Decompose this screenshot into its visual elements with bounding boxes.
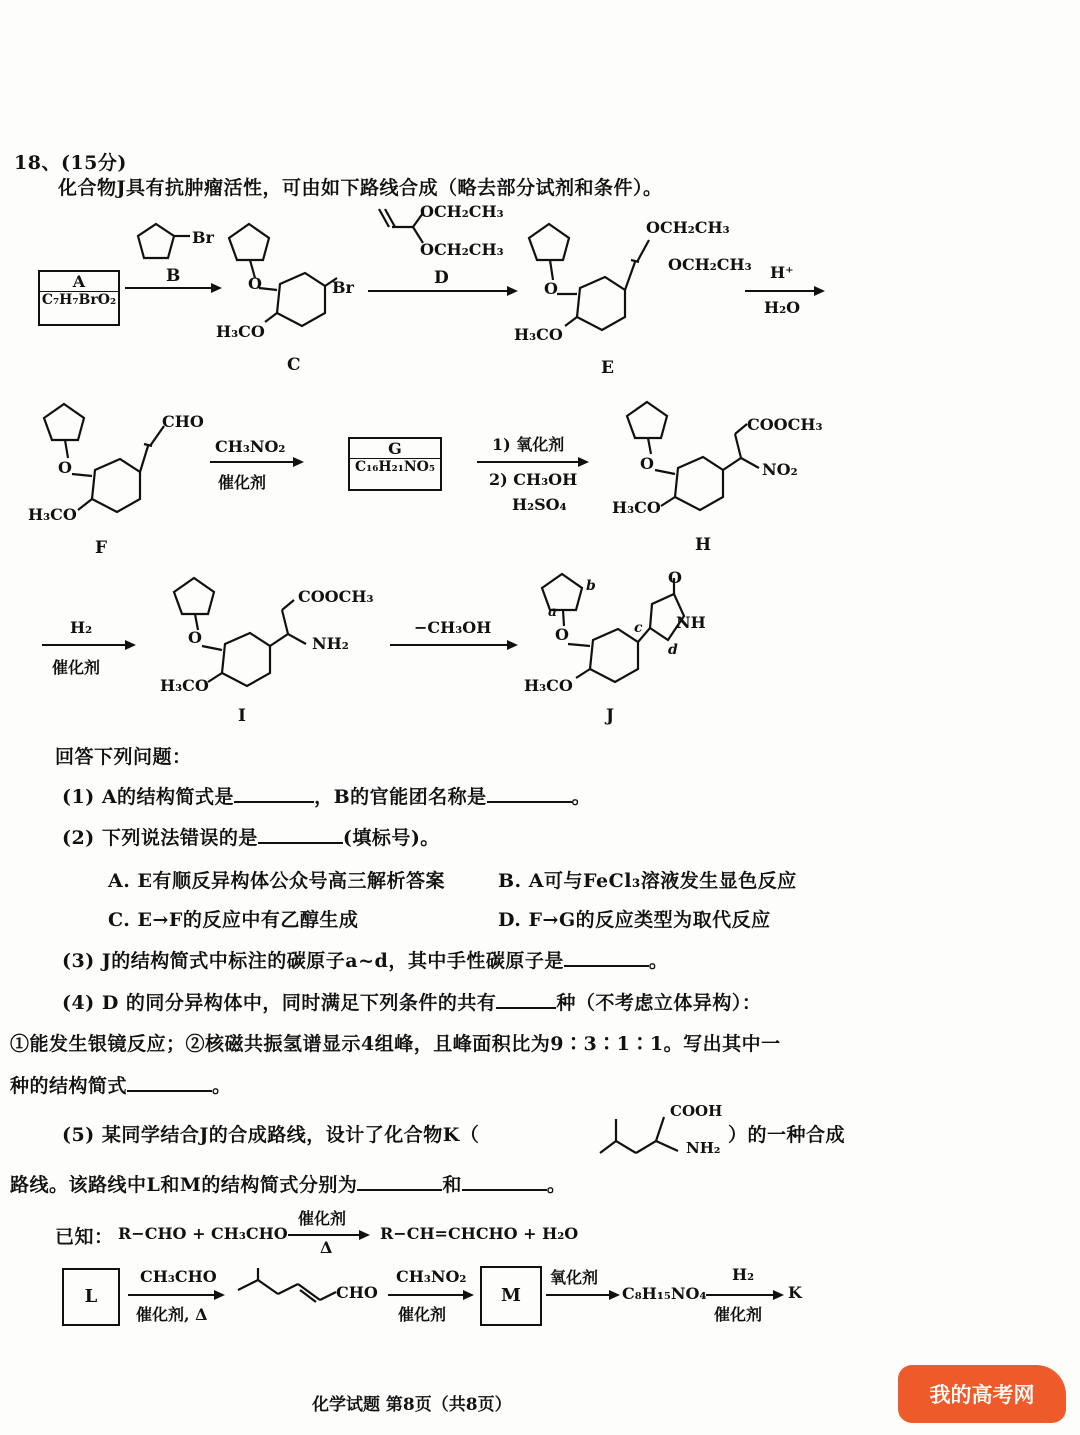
f-h3co: H₃CO	[28, 505, 77, 524]
route-arrow-4	[706, 1294, 782, 1296]
blank-5a[interactable]	[357, 1189, 442, 1191]
label-b: B	[166, 266, 181, 286]
compound-c-structure	[225, 218, 345, 338]
question-4-line3: 种的结构简式 。	[10, 1075, 232, 1097]
compound-a-box: A C₇H₇BrO₂	[38, 270, 120, 326]
blank-1a[interactable]	[234, 801, 314, 803]
cond-h-i-top: H₂	[70, 618, 93, 637]
option-a: A. E有顺反异构体公众号高三解析答案	[108, 870, 445, 892]
arrow-g-to-h	[477, 461, 587, 463]
d-oet-2: OCH₂CH₃	[420, 240, 504, 259]
option-b: B. A可与FeCl₃溶液发生显色反应	[498, 870, 797, 892]
d-oet-1: OCH₂CH₃	[420, 202, 504, 221]
i-nh2: NH₂	[312, 634, 349, 653]
k-nh2: NH₂	[686, 1139, 721, 1157]
option-d: D. F→G的反应类型为取代反应	[498, 909, 771, 931]
h-cooch3: COOCH₃	[747, 415, 823, 434]
cond-h-i-bottom: 催化剂	[52, 658, 101, 677]
answer-header: 回答下列问题：	[55, 746, 192, 768]
known-cond-bottom: Δ	[320, 1238, 333, 1257]
arrow-e-to-f	[745, 290, 823, 292]
f-o: O	[58, 458, 72, 477]
question-intro: 化合物J具有抗肿瘤活性，可由如下路线合成（略去部分试剂和条件）。	[58, 177, 663, 199]
i-cooch3: COOCH₃	[298, 587, 374, 606]
blank-4a[interactable]	[496, 1007, 556, 1009]
question-5-line2: 路线。该路线中L和M的结构简式分别为 和 。	[10, 1174, 567, 1196]
question-number: 18、(15分)	[14, 152, 127, 174]
route-arrow-2	[388, 1294, 472, 1296]
compound-g-box: G C₁₆H₂₁NO₅	[348, 437, 442, 491]
question-4-conditions: ①能发生银镜反应；②核磁共振氢谱显示4组峰，且峰面积比为9∶3∶1∶1。写出其中一	[10, 1033, 781, 1055]
known-label: 已知：	[55, 1226, 114, 1248]
known-rhs: R−CH=CHCHO + H₂O	[380, 1224, 579, 1243]
c-h3co: H₃CO	[216, 322, 265, 341]
cond-h2o: H₂O	[764, 298, 801, 317]
cond-f-g-bottom: 催化剂	[218, 473, 267, 492]
route-step4-top: H₂	[732, 1265, 755, 1284]
arrow-h-to-i	[42, 644, 134, 646]
blank-3[interactable]	[564, 965, 649, 967]
arrow-a-to-c	[125, 287, 220, 289]
site-logo[interactable]	[898, 1365, 1066, 1423]
blank-5b[interactable]	[462, 1189, 547, 1191]
reagent-b-br: Br	[192, 228, 214, 247]
j-label-c: c	[634, 620, 643, 636]
j-label-b: b	[586, 578, 596, 594]
question-2: (2) 下列说法错误的是 (填标号)。	[62, 827, 440, 849]
route-arrow-3	[546, 1294, 618, 1296]
known-arrow	[288, 1234, 368, 1236]
e-o: O	[544, 279, 558, 298]
option-c: C. E→F的反应中有乙醇生成	[108, 909, 359, 931]
site-logo-text: 我的高考网	[929, 1383, 1035, 1407]
route-k: K	[788, 1283, 802, 1302]
c-br: Br	[332, 278, 354, 297]
cond-g-h-2: 2) CH₃OH	[489, 470, 578, 489]
question-5-b: ）的一种合成	[728, 1124, 846, 1146]
k-cooh: COOH	[670, 1102, 723, 1120]
page-footer: 化学试题 第8页（共8页）	[312, 1395, 512, 1415]
label-j: J	[606, 706, 615, 726]
j-o-carbonyl: O	[668, 568, 682, 587]
c-o: O	[248, 274, 262, 293]
route-cho: CHO	[336, 1283, 378, 1302]
f-cho: CHO	[162, 412, 204, 431]
question-3: (3) J的结构简式中标注的碳原子a~d，其中手性碳原子是 。	[62, 950, 669, 972]
blank-1b[interactable]	[487, 801, 572, 803]
compound-e-structure	[525, 218, 665, 338]
label-e: E	[601, 358, 614, 378]
label-d: D	[434, 268, 449, 288]
arrow-i-to-j	[390, 644, 516, 646]
j-nh: NH	[676, 613, 706, 632]
arrow-c-to-e	[368, 290, 516, 292]
i-o: O	[188, 628, 202, 647]
question-4: (4) D 的同分异构体中，同时满足下列条件的共有 种（不考虑立体异构）：	[62, 992, 762, 1014]
route-l-box: L	[62, 1268, 120, 1326]
label-h: H	[695, 535, 712, 555]
cond-i-j: −CH₃OH	[414, 618, 492, 637]
route-step1-bottom: 催化剂, Δ	[136, 1305, 208, 1324]
cond-g-h-1: 1) 氧化剂	[492, 435, 565, 454]
j-o-ether: O	[555, 625, 569, 644]
h-o: O	[640, 454, 654, 473]
cond-g-h-3: H₂SO₄	[512, 495, 567, 514]
j-h3co: H₃CO	[524, 676, 573, 695]
cond-f-g-top: CH₃NO₂	[215, 437, 286, 456]
h-h3co: H₃CO	[612, 498, 661, 517]
known-lhs: R−CHO + CH₃CHO	[118, 1224, 288, 1243]
question-1: (1) A的结构简式是 ，B的官能团名称是 。	[62, 786, 592, 808]
e-h3co: H₃CO	[514, 325, 563, 344]
route-step1-top: CH₃CHO	[140, 1267, 217, 1286]
route-intermediate: C₈H₁₅NO₄	[622, 1284, 707, 1303]
e-oet-1: OCH₂CH₃	[646, 218, 730, 237]
arrow-f-to-g	[210, 461, 302, 463]
route-step3-top: 氧化剂	[550, 1268, 599, 1287]
label-i: I	[238, 706, 246, 726]
route-step4-bottom: 催化剂	[714, 1305, 763, 1324]
route-aldehyde-structure	[236, 1266, 346, 1311]
label-c: C	[287, 355, 301, 375]
blank-4b[interactable]	[127, 1090, 212, 1092]
question-5-a: (5) 某同学结合J的合成路线，设计了化合物K（	[62, 1124, 480, 1146]
route-m-box: M	[480, 1266, 542, 1326]
h-no2: NO₂	[762, 460, 798, 479]
label-f: F	[95, 538, 108, 558]
known-cond-top: 催化剂	[298, 1209, 347, 1228]
route-step2-top: CH₃NO₂	[396, 1267, 467, 1286]
blank-2[interactable]	[258, 842, 343, 844]
e-oet-2: OCH₂CH₃	[668, 255, 752, 274]
j-label-a: a	[548, 604, 558, 620]
route-arrow-1	[128, 1294, 223, 1296]
i-h3co: H₃CO	[160, 676, 209, 695]
j-label-d: d	[668, 642, 678, 658]
route-step2-bottom: 催化剂	[398, 1305, 447, 1324]
cond-hplus: H⁺	[770, 263, 794, 282]
